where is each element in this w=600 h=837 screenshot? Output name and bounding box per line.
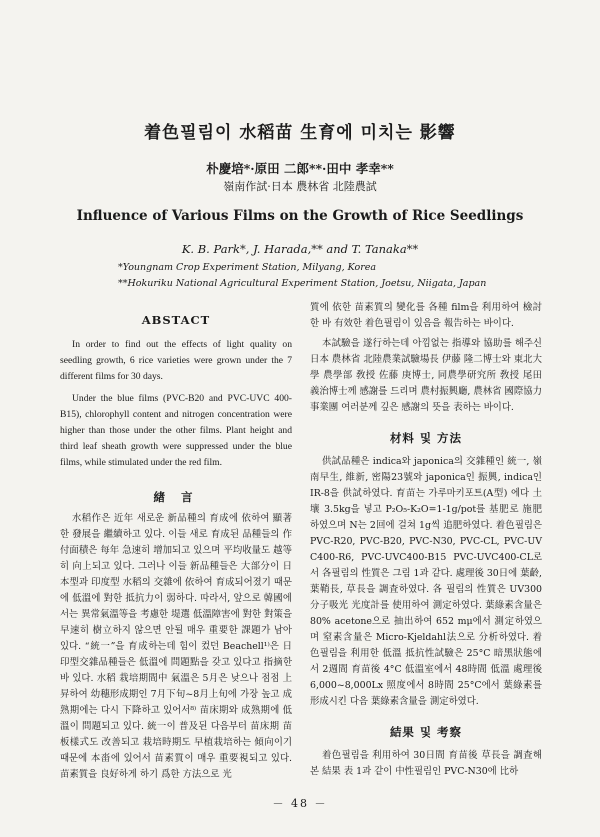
right-column xyxy=(310,300,542,780)
results-paragraph: 着色필림을 利用하여 30日間 育苗後 草長을 調査해본 結果 表 1과 같이 中性필림인 PVC-N30에 比하 xyxy=(310,750,542,777)
left-column xyxy=(60,313,292,783)
abstract-paragraph-1: In order to find out the effects of light quality on seedling growth, 6 rice varieties were grown under the 7 different films for 30 days. xyxy=(60,339,292,382)
affiliation-korean: 嶺南作試·日本 農林省 北陸農試 xyxy=(223,180,377,193)
authors-english: K. B. Park*, J. Harada,** and T. Tanaka** xyxy=(181,242,419,256)
introduction-heading: 緖 言 xyxy=(153,490,199,504)
acknowledgement-paragraph: 本試驗을 遂行하는데 아낌없는 指導와 協助를 해주신 日本 農林省 北陸農業試驗場長 伊藤 隆二博士와 東北大學 農學部 敎授 佐藤 庚博士, 同農學研究所 敎授 尾田 義治博士께 感謝를 드리며 農村振興廳, 農林省 國際協力事業團 여러분께 깊은 感謝의 뜻을 表하는 바이다. xyxy=(310,338,542,413)
authors-korean: 朴慶培*·原田 二郎**·田中 孝幸** xyxy=(206,161,394,176)
results-heading: 結果 및 考察 xyxy=(389,725,463,739)
intro-continuation-paragraph: 質에 依한 苗素質의 變化를 各種 film을 利用하여 檢討한 바 有效한 着色필림이 있음을 報告하는 바이다. xyxy=(310,302,542,329)
affiliation-english-2: **Hokuriku National Agricultural Experiment Station, Joetsu, Niigata, Japan xyxy=(118,278,487,289)
methods-paragraph: 供試品種은 indica와 japonica의 交雜種인 統一, 嶺南早生, 維新, 密陽23號와 japonica인 振興, indica인 IR-8을 供試하였다. 育苗는 가루마키포트(A型) 에다 土壤 3.5kg을 넣고 P₂O₅-K₂O=1-1g/pot를 基肥로 施肥하였으며 N는 2回에 걸쳐 1g씩 追肥하였다. 着色필림은 PVC-R20, PVC-B20, PVC-N30, PVC-CL, PVC-UVC400-R6, PVC-UVC400-B15 PVC-UVC400-CL로서 各필림의 性質은 그림 1과 같다. 處理後 30日에 葉齡, 葉鞘長, 草長을 調査하였다. 各 필림의 性質은 UV300 分子吸光 光度計를 使用하여 測定하였다. 葉綠素含量은 80% acetone으로 抽出하여 652 mμ에서 測定하였으며 窒素含量은 Micro-Kjeldahl法으로 分析하였다. 着色필림을 利用한 低溫 抵抗性試驗은 25°C 暗黑狀態에서 2週間 育苗後 4°C 低溫室에서 48時間 低溫 處理後 6,000~8,000Lx 照度에서 8時間 25°C에서 葉綠素를 形成시킨 다음 葉綠素含量을 測定하였다. xyxy=(310,456,542,707)
abstract-paragraph-2: Under the blue films (PVC-B20 and PVC-UVC 400-B15), chlorophyll content and nitrogen concentration were higher than those under the other films. Plant height and third leaf sheath growth were suppressed under the blue films, while stimulated under the red film. xyxy=(60,393,292,468)
title-korean: 着色필림이 水稻苗 生育에 미치는 影響 xyxy=(144,123,456,143)
methods-heading: 材料 및 方法 xyxy=(389,431,463,445)
page-number: － 48 － xyxy=(272,797,328,810)
introduction-paragraph: 水稻作은 近年 새로운 新品種의 育成에 依하여 顯著한 發展을 繼續하고 있다. 이들 새로 育成된 品種들의 作付面積은 每年 急速히 增加되고 있으며 平均收量도 越等히 向上되고 있다. 그러나 이들 新品種들은 大部分이 日本型과 印度型 水稻의 交雜에 依하여 育成되어졌기 때문에 低溫에 對한 抵抗力이 弱하다. 따라서, 앞으로 韓國에서는 異常氣溫等을 考慮한 堤選 低溫障害에 對한 對策을 早速히 樹立하지 않으면 안될 매우 重要한 課題가 남아 있다. “統一”을 育成하는데 힘이 컸던 Beachell¹⁾은 日印型交雜品種들은 低溫에 問題點을 갖고 있다고 指摘한 바 있다. 水稻 栽培期間中 氣溫은 5月은 낮으나 점점 上昇하여 幼穗形成期인 7月下旬~8月上旬에 가장 높고 成熟期에는 다시 下降하고 있어서⁸⁾ 苗床期와 成熟期에 低溫이 問題되고 있다. 統一이 普及된 다음부터 苗床期 苗板樣式도 改善되고 栽培時期도 早植栽培하는 傾向이기 때문에 本畓에 있어서 苗素質이 매우 重要視되고 있다. 苗素質을 良好하게 하기 爲한 方法으로 光 xyxy=(60,513,292,780)
abstract-heading: ABSTACT xyxy=(141,313,211,327)
affiliation-english-1: *Youngnam Crop Experiment Station, Milyang, Korea xyxy=(118,262,377,273)
title-english: Influence of Various Films on the Growth of Rice Seedlings xyxy=(76,208,524,224)
